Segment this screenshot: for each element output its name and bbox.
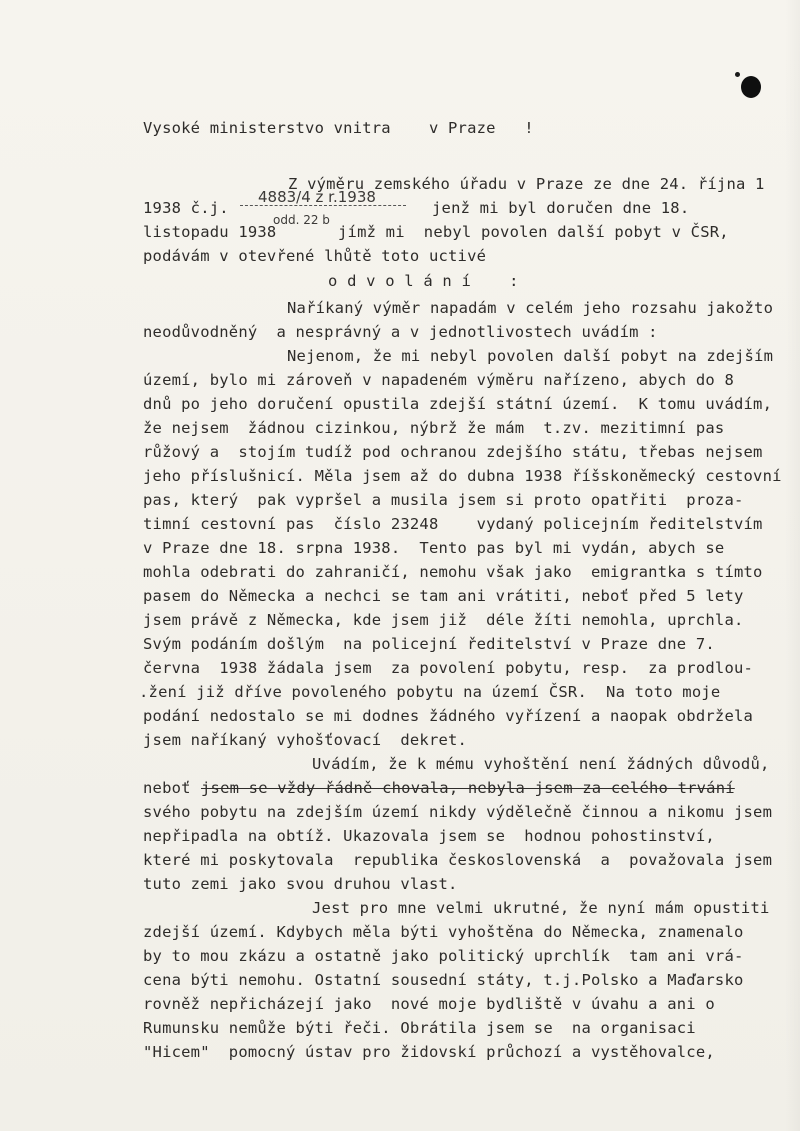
- body-line: mohla odebrati do zahraničí, nemohu však jako emigrantka s tímto: [143, 563, 763, 581]
- body-line: podání nedostalo se mi dodnes žádného vyřízení a naopak obdržela: [143, 707, 754, 725]
- body-line: jeho příslušnicí. Měla jsem až do dubna 1938 říšskoněmecký cestovní: [143, 467, 782, 485]
- body-line: rovněž nepřicházejí jako nové moje bydliště v úvahu a ani o: [143, 995, 715, 1013]
- body-line: jímž mi nebyl povolen další pobyt v ČSR,: [338, 223, 729, 241]
- body-line: svého pobytu na zdejším území nikdy výdělečně činnou a nikomu jsem: [143, 803, 773, 821]
- body-line: Jest pro mne velmi ukrutné, že nyní mám opustiti: [312, 899, 770, 917]
- addressee: Vysoké ministerstvo vnitra v Praze !: [143, 119, 534, 137]
- body-line: jenž mi byl doručen dne 18.: [432, 199, 690, 217]
- body-line: Naříkaný výměr napadám v celém jeho rozsahu jakožto: [287, 299, 774, 317]
- paper-edge: [785, 0, 800, 1131]
- section-heading: o d v o l á n í :: [328, 272, 519, 290]
- body-line: Z výměru zemského úřadu v Praze ze dne 24. října 1: [288, 175, 765, 193]
- body-line: dnů po jeho doručení opustila zdejší státní území. K tomu uvádím,: [143, 395, 773, 413]
- body-line: zdejší území. Kdybych měla býti vyhoštěna do Německa, znamenalo: [143, 923, 744, 941]
- punch-hole-small: [735, 72, 740, 77]
- body-line: pasem do Německa a nechci se tam ani vrátiti, neboť před 5 lety: [143, 587, 744, 605]
- body-line: června 1938 žádala jsem za povolení pobytu, resp. za prodlou-: [143, 659, 754, 677]
- body-line: území, bylo mi zároveň v napadeném výměru nařízeno, abych do 8: [143, 371, 734, 389]
- body-line: timní cestovní pas číslo 23248 vydaný policejním ředitelstvím: [143, 515, 763, 533]
- body-line: růžový a stojím tudíž pod ochranou zdejšího státu, třebas nejsem: [143, 443, 763, 461]
- handwritten-department: odd. 22 b: [273, 213, 330, 227]
- body-line: by to mou zkázu a ostatně jako politický uprchlík tam ani vrá-: [143, 947, 744, 965]
- punch-hole: [741, 76, 761, 98]
- body-line: které mi poskytovala republika československá a považovala jsem: [143, 851, 773, 869]
- body-line: neodůvodněný a nesprávný a v jednotlivostech uvádím :: [143, 323, 658, 341]
- body-line: Rumunsku nemůže býti řeči. Obrátila jsem se na organisaci: [143, 1019, 696, 1037]
- body-line: jsem právě z Německa, kde jsem již déle žíti nemohla, uprchla.: [143, 611, 744, 629]
- body-line: v Praze dne 18. srpna 1938. Tento pas byl mi vydán, abych se: [143, 539, 725, 557]
- body-line: "Hicem" pomocný ústav pro židovskí průchozí a vystěhovalce,: [143, 1043, 715, 1061]
- handwritten-reference-number: 4883/4 z r.1938: [258, 188, 376, 206]
- body-line: že nejsem žádnou cizinkou, nýbrž že mám t.zv. mezitimní pas: [143, 419, 725, 437]
- body-line: Svým podáním došlým na policejní ředitelství v Praze dne 7.: [143, 635, 715, 653]
- body-line: tuto zemi jako svou druhou vlast.: [143, 875, 458, 893]
- body-line: Uvádím, že k mému vyhoštění není žádných důvodů,: [312, 755, 770, 773]
- body-line: Nejenom, že mi nebyl povolen další pobyt na zdejším: [287, 347, 774, 365]
- body-line: cena býti nemohu. Ostatní sousední státy, t.j.Polsko a Maďarsko: [143, 971, 744, 989]
- body-line: pas, který pak vypršel a musila jsem si proto opatřiti proza-: [143, 491, 744, 509]
- body-line-struck: jsem se vždy řádně chovala, nebyla jsem za celého trvání: [201, 779, 735, 797]
- body-line: jsem naříkaný vyhošťovací dekret.: [143, 731, 468, 749]
- body-line: .žení již dříve povoleného pobytu na území ČSR. Na toto moje: [139, 683, 721, 701]
- body-line: nepřipadla na obtíž. Ukazovala jsem se hodnou pohostinství,: [143, 827, 715, 845]
- body-line: listopadu 1938: [143, 223, 277, 241]
- body-line-start: neboť: [143, 779, 191, 797]
- reference-prefix: 1938 č.j.: [143, 199, 229, 217]
- reference-underline: [240, 205, 406, 206]
- body-line: podávám v otevřené lhůtě toto uctivé: [143, 247, 487, 265]
